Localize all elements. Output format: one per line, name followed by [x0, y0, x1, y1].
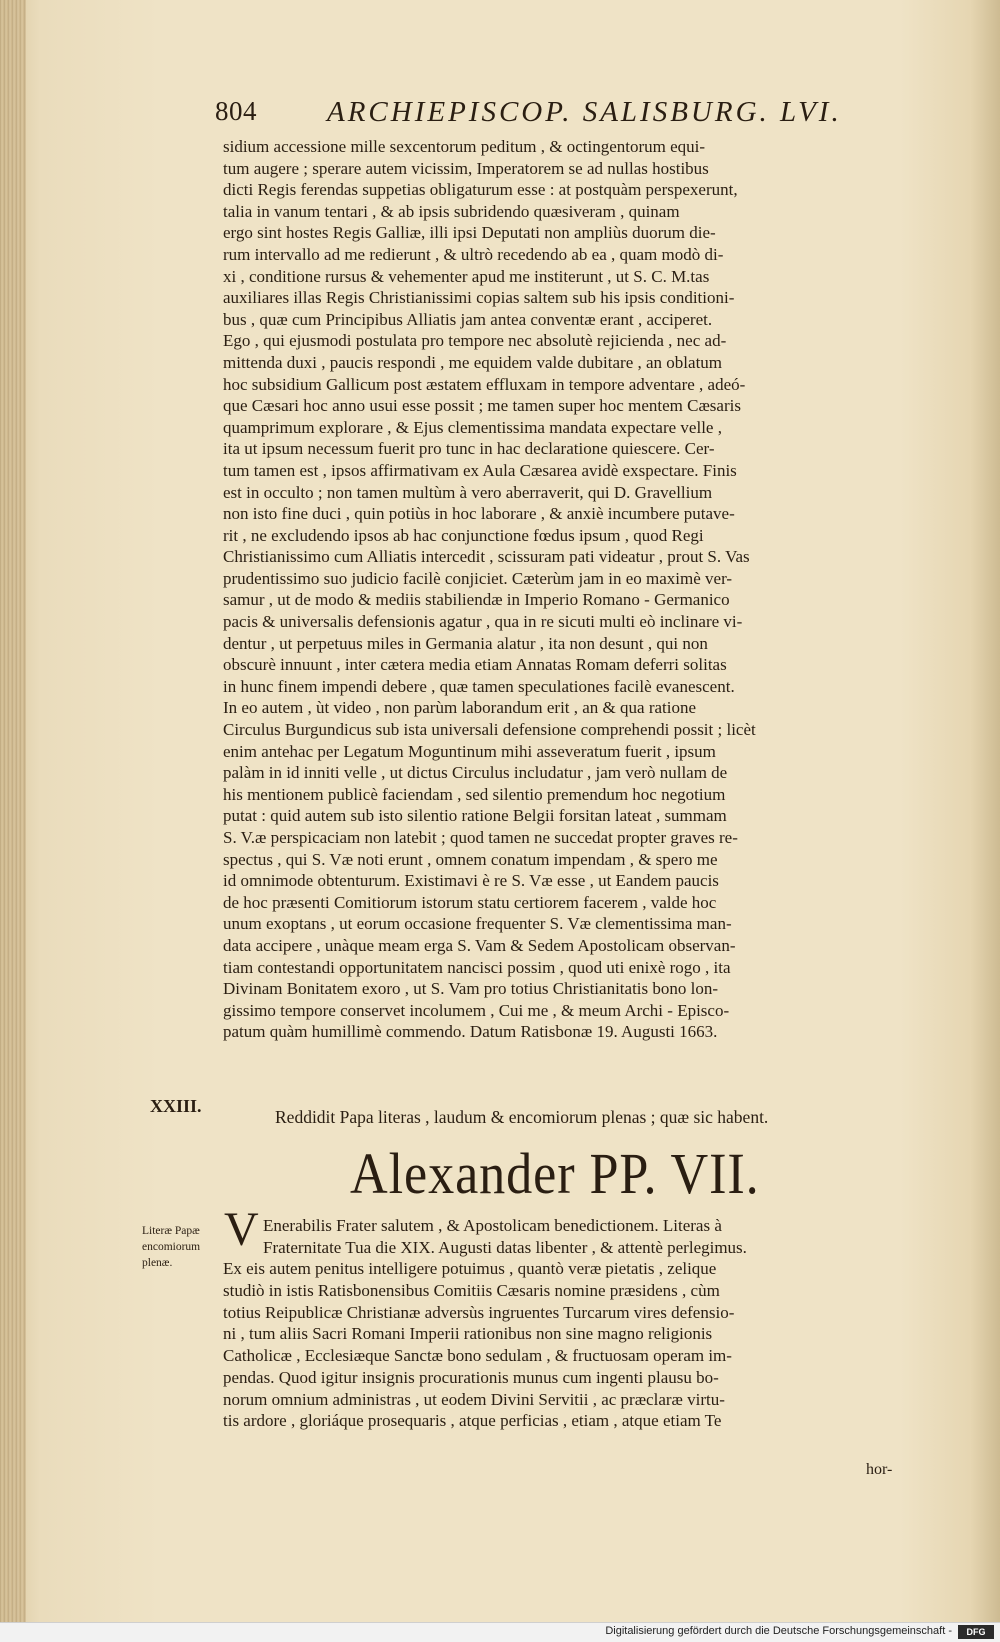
text-line: talia in vanum tentari , & ab ipsis subridendo quæsiveram , quinam [223, 201, 680, 221]
letter-line: ni , tum aliis Sacri Romani Imperii rationibus non sine magno religionis [223, 1324, 713, 1344]
text-line: pacis & universalis defensionis agatur , qua in re sicuti multi eò inclinare vi- [223, 612, 743, 632]
text-line: putat : quid autem sub isto silentio ratione Belgii forsitan lateat , summam [223, 806, 727, 826]
text-line: patum quàm humillimè commendo. Datum Ratisbonæ 19. Augusti 1663. [223, 1022, 718, 1042]
text-line: non isto fine duci , quin potiùs in hoc laborare , & anxiè incumbere putave- [223, 504, 735, 524]
text-line: obscurè innuunt , inter cætera media etiam Annatas Romam deferri solitas [223, 655, 727, 675]
text-line: palàm in id inniti velle , ut dictus Circulus includatur , jam verò nullam de [223, 763, 728, 783]
text-line: mittenda duxi , paucis respondi , me equidem valde dubitare , an oblatum [223, 352, 723, 372]
text-line: his mentionem publicè faciendam , sed silentio premendum hoc negotium [223, 784, 726, 804]
letter-title: Alexander PP. VII. [350, 1141, 760, 1206]
letter-line: studiò in istis Ratisbonensibus Comitiis Cæsaris nomine præsidens , cùm [223, 1281, 720, 1301]
catchword: hor- [866, 1461, 893, 1478]
text-line: samur , ut de modo & mediis stabiliendæ in Imperio Romano - Germanico [223, 590, 730, 610]
letter-line: pendas. Quod igitur insignis procurationis munus cum ingenti plausu bo- [223, 1367, 719, 1387]
text-line: gissimo tempore conservet incolumem , Cui me , & meum Archi - Episco- [223, 1000, 730, 1020]
text-line: bus , quæ cum Principibus Alliatis jam antea conventæ erant , acciperet. [223, 309, 713, 329]
text-line: ergo sint hostes Regis Galliæ, illi ipsi Deputati non ampliùs duorum die- [223, 223, 716, 243]
dfg-logo-icon: DFG [958, 1625, 994, 1639]
text-line: In eo autem , ùt video , non parùm laborandum erit , an & qua ratione [223, 698, 697, 718]
page-number: 804 [215, 96, 257, 126]
text-line: de hoc præsenti Comitiorum istorum statu certiorem facerem , valde hoc [223, 892, 717, 912]
text-line: Ego , qui ejusmodi postulata pro tempore nec absolutè rejicienda , nec ad- [223, 331, 727, 351]
text-line: xi , conditione rursus & vehementer apud me institerunt , ut S. C. M.tas [223, 266, 710, 286]
text-line: dentur , ut perpetuus miles in Germania alatur , ita non desunt , qui non [223, 633, 708, 653]
text-line: unum exoptans , ut eorum occasione frequenter S. Væ clementissima man- [223, 914, 732, 934]
text-line: hoc subsidium Gallicum post æstatem effluxam in tempore adventare , adeó- [223, 374, 746, 394]
margin-note-line: Literæ Papæ [142, 1225, 200, 1237]
section-number: XXIII. [150, 1096, 202, 1116]
letter-text [223, 1215, 908, 1432]
text-line: que Cæsari hoc anno usui esse possit ; me tamen super hoc mentem Cæsaris [223, 396, 741, 416]
drop-cap: V [224, 1203, 259, 1256]
letter-line: Catholicæ , Ecclesiæque Sanctæ bono sedulam , & fructuosam operam im- [223, 1346, 732, 1366]
text-line: est in occulto ; non tamen multùm à vero aberraverit, qui D. Gravellium [223, 482, 713, 502]
text-line: tiam contestandi opportunitatem nancisci possim , quod uti enixè rogo , ita [223, 957, 731, 977]
text-line: tum tamen est , ipsos affirmativam ex Aula Cæsarea avidè exspectare. Finis [223, 460, 737, 480]
text-line: quamprimum explorare , & Ejus clementissima mandata expectare velle , [223, 417, 722, 437]
page-header [215, 96, 915, 132]
text-line: in hunc finem impendi debere , quæ tamen speculationes facilè evanescent. [223, 676, 735, 696]
text-line: S. V.æ perspicaciam non latebit ; quod tamen ne succedat propter graves re- [223, 828, 738, 847]
text-line: Christianissimo cum Alliatis intercedit , scissuram pati videatur , prout S. Vas [223, 547, 750, 567]
letter-line: Enerabilis Frater salutem , & Apostolicam benedictionem. Literas à [263, 1216, 722, 1235]
text-line: auxiliares illas Regis Christianissimi copias saltem sub his ipsis conditioni- [223, 288, 735, 308]
letter-line: totius Reipublicæ Christianæ adversùs ingruentes Turcarum vires defensio- [223, 1302, 735, 1322]
text-line: Circulus Burgundicus sub ista universali defensione comprehendi possit ; licèt [223, 720, 756, 740]
text-line: tum augere ; sperare autem vicissim, Imperatorem se ad nullas hostibus [223, 158, 709, 178]
body-text [223, 136, 908, 1043]
text-line: enim antehac per Legatum Moguntinum mihi asseveratum fuerit , ipsum [223, 741, 716, 761]
letter-margin-note [142, 1223, 200, 1271]
reddidit-line: Reddidit Papa literas , laudum & encomiorum plenas ; quæ sic habent. [275, 1107, 769, 1127]
text-line: dicti Regis ferendas suppetias obligaturum esse : at postquàm perspexerunt, [223, 180, 738, 200]
letter-line: norum omnium administras , ut eodem Divini Servitii , ac præclaræ virtu- [223, 1389, 725, 1409]
text-line: sidium accessione mille sexcentorum peditum , & octingentorum equi- [223, 137, 706, 156]
letter-line: Ex eis autem penitus intelligere potuimus , quantò veræ pietatis , zelique [223, 1259, 717, 1279]
footer-bar [0, 1622, 1000, 1642]
letter-line: Fraternitate Tua die XIX. Augusti datas libenter , & attentè perlegimus. [263, 1237, 747, 1257]
text-line: Divinam Bonitatem exoro , ut S. Vam pro totius Christianitatis bono lon- [223, 979, 719, 999]
margin-note-line: plenæ. [142, 1257, 173, 1269]
text-line: ita ut ipsum necessum fuerit pro tunc in hac declaratione quiescere. Cer- [223, 439, 715, 459]
text-line: data accipere , unàque meam erga S. Vam & Sedem Apostolicam observan- [223, 935, 736, 955]
text-line: spectus , qui S. Væ noti erunt , omnem conatum impendam , & spero me [223, 849, 718, 869]
text-line: rum intervallo ad me redierunt , & ultrò recedendo ab ea , quam modò di- [223, 244, 724, 264]
running-head: ARCHIEPISCOP. SALISBURG. LVI. [327, 96, 842, 128]
footer-credit: Digitalisierung gefördert durch die Deutsche Forschungsgemeinschaft - [605, 1625, 952, 1637]
text-line: rit , ne excludendo ipsos ab hac conjunctione fœdus ipsum , quod Regi [223, 525, 704, 545]
letter-line: tis ardore , gloriáque prosequaris , atque perficias , etiam , atque etiam Te [223, 1411, 722, 1431]
page-edge-stack [0, 0, 26, 1622]
text-line: id omnimode obtenturum. Existimavi è re S. Væ esse , ut Eandem paucis [223, 871, 719, 891]
text-line: prudentissimo suo judicio facilè conjiciet. Cæterùm jam in eo maximè ver- [223, 568, 733, 588]
margin-note-line: encomiorum [142, 1241, 201, 1253]
